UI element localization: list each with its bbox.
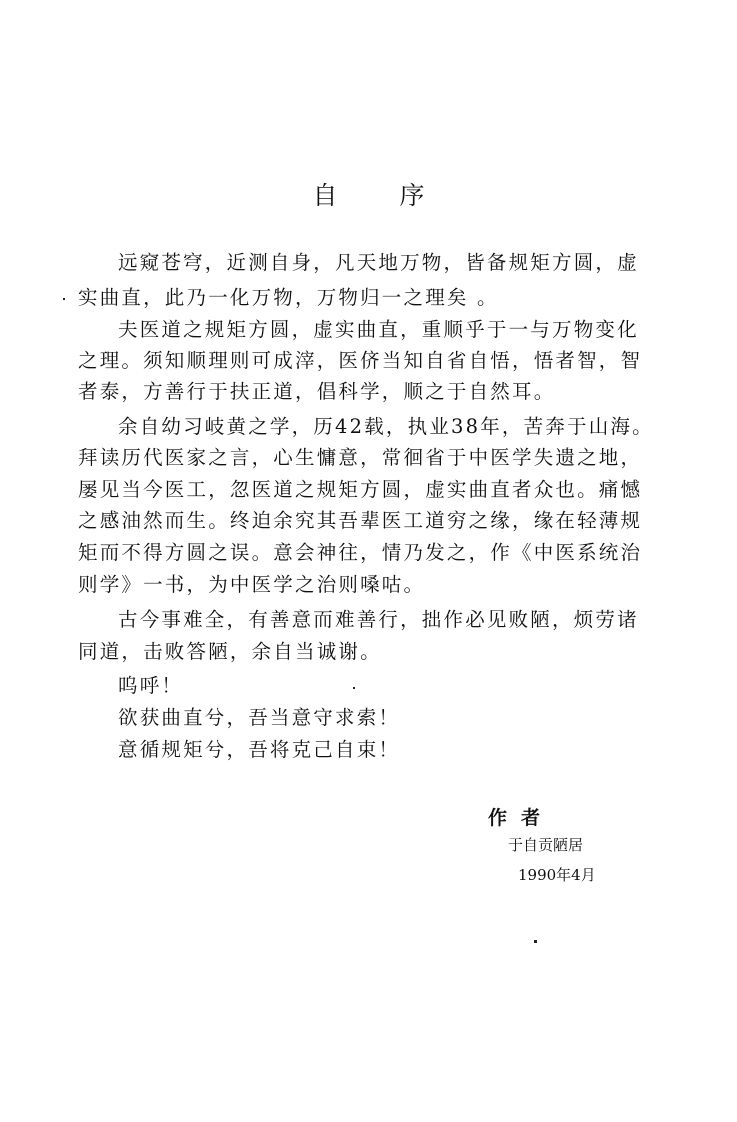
- verse-line: 呜呼！: [118, 674, 184, 697]
- text-line: 夫医道之规矩方圆，虚实曲直，重顺乎于一与万物变化: [118, 318, 639, 341]
- verse-line: 欲获曲直兮，吾当意守求索！: [118, 706, 401, 729]
- text-line: 屡见当今医工，忽医道之规矩方圆，虚实曲直者众也。痛憾: [78, 478, 643, 501]
- title-char-2: 序: [399, 181, 425, 210]
- signature-author: 作者: [488, 807, 555, 829]
- scan-speck: [63, 298, 65, 300]
- text-line: 之理。须知顺理则可成滓，医侪当知自省自悟，悟者智，智: [78, 349, 643, 372]
- text-line: 矩而不得方圆之误。意会神往，情乃发之，作《中医系统治: [78, 541, 643, 564]
- text-line: 同道，击败答陋，余自当诚谢。: [78, 640, 382, 663]
- text-line: 则学》一书，为中医学之治则嗓咕。: [78, 573, 426, 596]
- text-line: 古今事难全，有善意而难善行，拙作必见败陋，烦劳诸: [118, 608, 639, 631]
- text-line: 者泰，方善行于扶正道，倡科学，顺之于自然耳。: [78, 380, 556, 403]
- text-line: 之感油然而生。终迫余究其吾辈医工道穷之缘，缘在轻薄规: [78, 509, 643, 532]
- text-line: 拜读历代医家之言，心生慵意，常徊省于中医学失遗之地，: [78, 446, 643, 469]
- text-line: 余自幼习岐黄之学，历42载，执业38年，苦奔于山海。: [118, 415, 654, 438]
- text-line: 实曲直，此乃一化万物，万物归一之理矣 。: [78, 286, 499, 309]
- page-title: [0, 176, 737, 212]
- verse-line: 意循规矩兮，吾将克己自束！: [118, 738, 401, 761]
- title-char-1: 自: [312, 181, 338, 210]
- scan-speck: [534, 940, 537, 943]
- signature-date: 1990年4月: [518, 866, 596, 884]
- signature-place: 于自贡陋居: [508, 836, 584, 854]
- scan-speck: [353, 687, 355, 689]
- text-line: 远窥苍穹，近测自身，凡天地万物，皆备规矩方圆，虚: [118, 251, 639, 274]
